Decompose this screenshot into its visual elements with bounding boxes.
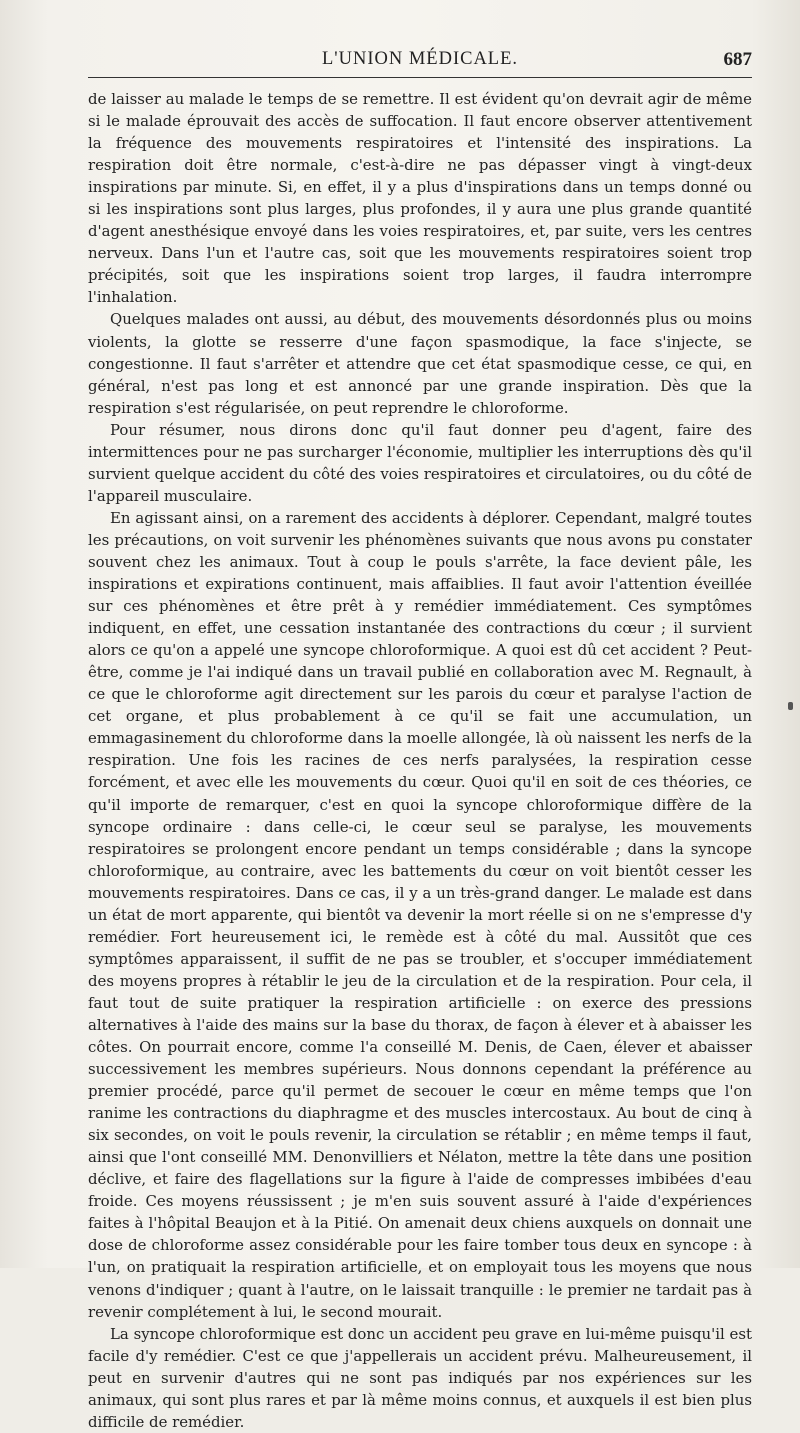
paragraph: La syncope chloroformique est donc un accident peu grave en lui-même puisqu'il est facile d'y remédier. C'est ce que j'appellerais un accident prévu. Malheureusement, il peut en survenir d'autres qui ne sont pas indiqués par nos expériences sur les animaux, qui sont plus rares et par là même moins connus, et auxquels il est bien plus difficile de remédier.: [88, 1324, 752, 1431]
margin-mark: [788, 702, 793, 710]
article-body: [88, 88, 752, 1433]
header-rule: [88, 77, 752, 78]
paragraph: Pour résumer, nous dirons donc qu'il faut donner peu d'agent, faire des intermittences pour ne pas surcharger l'économie, multiplier les interruptions dès qu'il survient quelque accident du côté des voies respiratoires et circulatoires, ou du côté de l'appareil musculaire.: [88, 420, 752, 505]
running-head: [88, 45, 752, 75]
paragraph: Quelques malades ont aussi, au début, des mouvements désordonnés plus ou moins violents, la glotte se resserre d'une façon spasmodique, la face s'injecte, se congestionne. Il faut s'arrêter et attendre que cet état spasmodique cesse, ce qui, en général, n'est pas long et est annoncé par une grande inspiration. Dès que la respiration s'est régularisée, on peut reprendre le chloroforme.: [88, 310, 752, 417]
page-number: 687: [723, 49, 752, 70]
paragraph-continued: de laisser au malade le temps de se remettre. Il est évident qu'on devrait agir de même si le malade éprouvait des accès de suffocation. Il faut encore observer attentivement la fréquence des mouvements respiratoires et l'intensité des inspirations. La respiration doit être normale, c'est-à-dire ne pas dépasser vingt à vingt-deux inspirations par minute. Si, en effet, il y a plus d'inspirations dans un temps donné ou si les inspirations sont plus larges, plus profondes, il y aura une plus grande quantité d'agent anesthésique envoyé dans les voies respiratoires, et, par suite, vers les centres nerveux. Dans l'un et l'autre cas, soit que les mouvements respiratoires soient trop précipités, soit que les inspirations soient trop larges, il faudra interrompre l'inhalation.: [88, 90, 752, 307]
paragraph: En agissant ainsi, on a rarement des accidents à déplorer. Cependant, malgré toutes les précautions, on voit survenir les phénomènes suivants que nous avons pu constater souvent chez les animaux. Tout à coup le pouls s'arrête, la face devient pâle, les inspirations et expirations continuent, mais affaiblies. Il faut avoir l'attention éveillée sur ces phénomènes et être prêt à y remédier immédiatement. Ces symptômes indiquent, en effet, une cessation instantanée des contractions du cœur ; il survient alors ce qu'on a appelé une syncope chloroformique. A quoi est dû cet accident ? Peut-être, comme je l'ai indiqué dans un travail publié en collaboration avec M. Regnault, à ce que le chloroforme agit directement sur les parois du cœur et paralyse l'action de cet organe, et plus probablement à ce qu'il se fait une accumulation, un emmagasinement du chloroforme dans la moelle allongée, là où naissent les nerfs de la respiration. Une fois les racines de ces nerfs paralysées, la respiration cesse forcément, et avec elle les mouvements du cœur. Quoi qu'il en soit de ces théories, ce qu'il importe de remarquer, c'est en quoi la syncope chloroformique diffère de la syncope ordinaire : dans celle-ci, le cœur seul se paralyse, les mouvements respiratoires se prolongent encore pendant un temps considérable ; dans la syncope chloroformique, au contraire, avec les battements du cœur on voit bientôt cesser les mouvements respiratoires. Dans ce cas, il y a un très-grand danger. Le malade est dans un état de mort apparente, qui bientôt va devenir la mort réelle si on ne s'empresse d'y remédier. Fort heureusement ici, le remède est à côté du mal. Aussitôt que ces symptômes apparaissent, il suffit de ne pas se troubler, et s'occuper immédiatement des moyens propres à rétablir le jeu de la circulation et de la respiration. Pour cela, il faut tout de suite pratiquer la respiration artificielle : on exerce des pressions alternatives à l'aide des mains sur la base du thorax, de façon à élever et à abaisser les côtes. On pourrait encore, comme l'a conseillé M. Denis, de Caen, élever et abaisser successivement les membres supérieurs. Nous donnons cependant la préférence au premier procédé, parce qu'il permet de secouer le cœur en même temps que l'on ranime les contractions du diaphragme et des muscles intercostaux. Au bout de cinq à six secondes, on voit le pouls revenir, la circulation se rétablir ; en même temps il faut, ainsi que l'ont conseillé MM. Denonvilliers et Nélaton, mettre la tête dans une position déclive, et faire des flagellations sur la figure à l'aide de compresses imbibées d'eau froide. Ces moyens réussissent ; je m'en suis souvent assuré à l'aide d'expériences faites à l'hôpital Beaujon et à la Pitié. On amenait deux chiens auxquels on donnait une dose de chloroforme assez considérable pour les faire tomber tous deux en syncope : à l'un, on pratiquait la respiration artificielle, et on employait tous les moyens que nous venons d'indiquer ; quant à l'autre, on le laissait tranquille : le premier ne tardait pas à revenir complétement à lui, le second mourait.: [88, 508, 752, 1321]
journal-title: L'UNION MÉDICALE.: [321, 49, 519, 69]
